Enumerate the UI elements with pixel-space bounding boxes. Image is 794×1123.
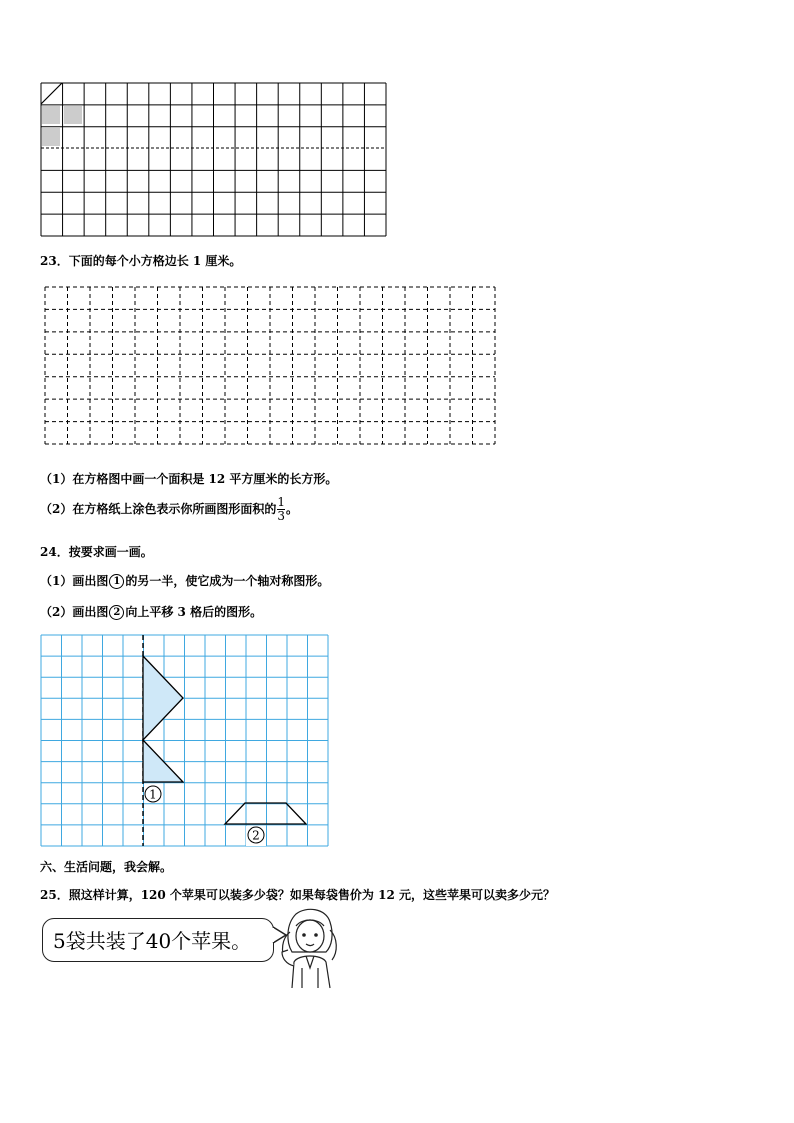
fraction-denominator: 3 — [277, 509, 285, 523]
q23-part2-end: 。 — [286, 502, 299, 516]
triangle-upper — [143, 656, 183, 740]
q23-title: 23．下面的每个小方格边长 1 厘米。 — [40, 254, 242, 268]
shaded-cell — [42, 128, 60, 146]
figure-label-2: 2 — [252, 828, 260, 843]
speech-bubble — [42, 918, 274, 962]
top-grid — [40, 82, 390, 238]
speech-bubble-text: 5袋共装了40个苹果。 — [53, 929, 252, 953]
q23-part2 — [40, 496, 298, 523]
q25-title: 25．照这样计算，120 个苹果可以装多少袋？如果每袋售价为 12 元，这些苹果可以卖多少元？ — [40, 888, 555, 902]
fraction — [277, 496, 285, 523]
circled-number-2: 2 — [109, 605, 124, 620]
diagonal-line — [41, 83, 62, 104]
trapezoid-shape — [225, 803, 306, 824]
circled-number-1: 1 — [109, 574, 124, 589]
figure-label-1: 1 — [149, 787, 157, 802]
shaded-cell — [42, 106, 60, 124]
q24-part2-pre: （2）画出图 — [40, 605, 109, 619]
section6-title: 六、生活问题，我会解。 — [40, 860, 173, 874]
triangle-lower — [143, 740, 183, 782]
q24-part2-post: 向上平移 3 格后的图形。 — [125, 605, 263, 619]
q24-part1 — [40, 572, 329, 589]
fraction-numerator: 1 — [277, 495, 285, 509]
girl-illustration — [276, 908, 340, 990]
q23-part2-text: （2）在方格纸上涂色表示你所画图形面积的 — [40, 502, 277, 516]
dashed-grid — [44, 286, 498, 446]
q24-part1-pre: （1）画出图 — [40, 574, 109, 588]
blue-grid — [40, 634, 330, 848]
q24-part2 — [40, 603, 262, 620]
shaded-cell — [64, 106, 82, 124]
q24-part1-post: 的另一半，使它成为一个轴对称图形。 — [125, 574, 330, 588]
q24-title: 24．按要求画一画。 — [40, 545, 153, 559]
q23-part1: （1）在方格图中画一个面积是 12 平方厘米的长方形。 — [40, 472, 338, 486]
